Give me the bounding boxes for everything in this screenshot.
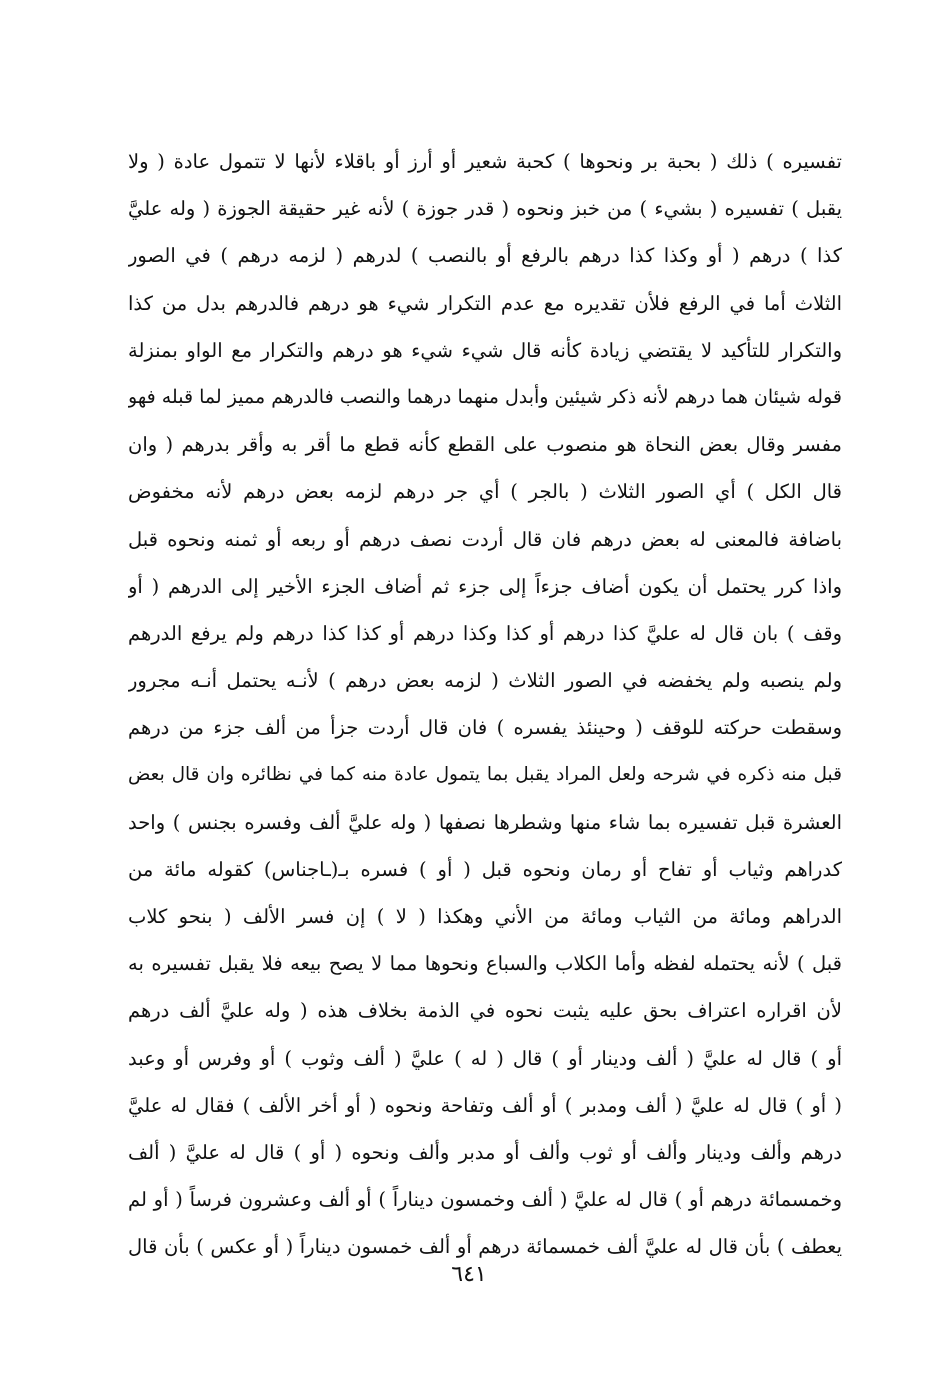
text-line-14: قبل منه ذكره في شرحه ولعل المراد يقبل بما يتمول عادة منه كما في نظائره وان قال بعض <box>128 764 842 786</box>
page-number: ٦٤١ <box>451 1262 487 1287</box>
body-text <box>128 138 842 1271</box>
text-line-17: الدراهم ومائة من الثياب ومائة من الأني وهكذا ( لا ) إن فسر الألف ( بنحو كلاب <box>128 905 842 928</box>
text-line-21: ( أو ) قال له عليَّ ( ألف ومدبر ) أو ألف وتفاحة ونحوه ( أو أخر الألف ) فقال له عليَّ <box>128 1093 842 1117</box>
text-line-7: مفسر وقال بعض النحاة هو منصوب على القطع كأنه قطع ما أقر به وأقر بدرهم ( وان <box>128 433 842 457</box>
text-line-16: كدراهم وثياب أو تفاح أو رمان ونحوه قبل ( أو ) فسره بـ(ـاجناس) كقوله مائة من <box>128 857 842 881</box>
text-line-10: واذا كرر يحتمل أن يكون أضاف جزءاً إلى جزء ثم أضاف الجزء الأخير إلى الدرهم ( أو <box>128 574 842 598</box>
text-line-8: قال الكل ) أي الصور الثلاث ( بالجر ) أي جر درهم لزمه بعض درهم لأنه مخفوض <box>128 480 842 504</box>
text-line-19: لأن اقراره اعتراف بحق عليه يثبت نحوه في الذمة بخلاف هذه ( وله عليَّ ألف درهم <box>128 999 842 1023</box>
text-line-23: وخمسمائة درهم أو ) قال له عليَّ ( ألف وخمسون ديناراً ) أو ألف وعشرون فرساً ( أو لم <box>128 1188 842 1212</box>
text-line-3: كذا ) درهم ( أو وكذا كذا درهم بالرفع أو بالنصب ) لدرهم ( لزمه درهم ) في الصور <box>128 244 842 268</box>
text-line-20: أو ) قال له عليَّ ( ألف ودينار أو ) قال ( له ) عليَّ ( ألف وثوب ) أو وفرس أو وعبد <box>128 1046 842 1070</box>
text-line-9: باضافة فالمعنى له بعض درهم فان قال أردت نصف درهم أو ربعه أو ثمنه ونحوه قبل <box>128 527 842 551</box>
text-line-4: الثلاث أما في الرفع فلأن تقديره مع عدم التكرار شيء هو درهم فالدرهم بدل من كذا <box>128 291 842 315</box>
text-line-6: قوله شيئان هما درهم لأنه ذكر شيئين وأبدل منهما درهما والنصب فالدرهم مميز لما قبله فهو <box>128 385 842 408</box>
text-line-13: وسقطت حركته للوقف ( وحينئذ يفسره ) فان قال أردت جزأ من ألف جزء من درهم <box>128 716 842 740</box>
text-line-22: درهم وألف ودينار وألف أو ثوب وألف أو مدبر وألف ونحوه ( أو ) قال له عليَّ ( ألف <box>128 1140 842 1164</box>
text-line-11: وقف ) بان قال له عليَّ كذا درهم أو كذا وكذا درهم أو كذا كذا درهم ولم يرفع الدرهم <box>128 621 842 645</box>
text-line-24: يعطف ) بأن قال له عليَّ ألف خمسمائة درهم أو ألف خمسون ديناراً ( أو عكس ) بأن قال <box>128 1235 842 1259</box>
text-line-1: تفسيره ) ذلك ( بحبة بر ونحوها ) كحبة شعير أو أرز أو باقلاء لأنها لا تتمول عادة ( ولا <box>128 150 842 173</box>
text-line-15: العشرة قبل تفسيره بما شاء منها وشطرها نصفها ( وله عليَّ ألف وفسره بجنس ) واحد <box>128 810 842 834</box>
text-line-2: يقبل ) تفسيره ( بشيء ) من خبز ونحوه ( قدر جوزة ) لأنه غير حقيقة الجوزة ( وله عليَّ <box>128 197 842 221</box>
text-line-18: قبل ) لأنه يحتمله لفظه وأما الكلاب والسباع ونحوها مما لا يصح بيعه فلا يقبل تفسيره به <box>128 952 842 976</box>
text-line-12: ولم ينصبه ولم يخفضه في الصور الثلاث ( لزمه بعض درهم ) لأنـه يحتمل أنـه مجرور <box>128 669 842 693</box>
text-line-5: والتكرار للتأكيد لا يقتضي زيادة كأنه قال شيء شيء هو درهم والتكرار مع الواو بمنزلة <box>128 338 842 362</box>
